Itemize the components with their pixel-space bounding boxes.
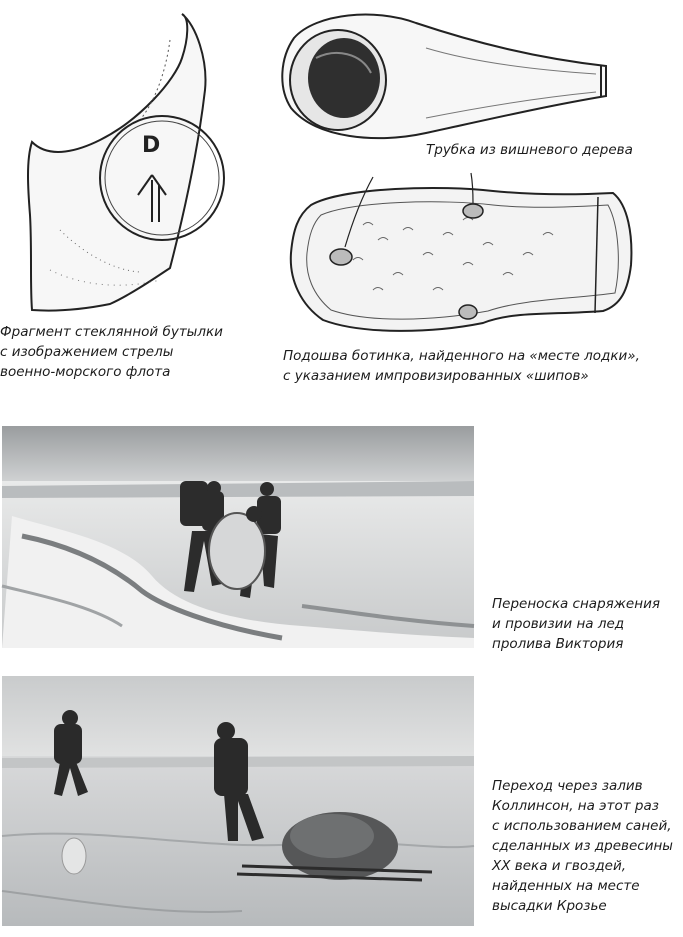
caption-pipe-line: Трубка из вишневого дерева <box>426 142 633 158</box>
caption-photo1-line-2: и провизии на лед <box>492 616 625 632</box>
hobnail-1 <box>330 249 352 265</box>
boot-sole-drawing <box>283 165 643 340</box>
hobnail-2 <box>463 204 483 218</box>
photo-collinson-inlet <box>2 676 474 926</box>
caption-photo2-line-4: сделанных из древесины <box>492 838 673 854</box>
pipe-drawing <box>276 8 614 148</box>
caption-photo2-line-3: с использованием саней, <box>492 818 672 834</box>
photo-victoria-strait <box>2 426 474 648</box>
caption-bottle-line-3: военно-морского флота <box>0 364 171 380</box>
caption-photo2-line-2: Коллинсон, на этот раз <box>492 798 659 814</box>
bottle-fragment-drawing <box>20 10 220 315</box>
caption-photo1 <box>492 594 660 654</box>
caption-photo2-line-1: Переход через залив <box>492 778 643 794</box>
caption-bottle <box>0 322 223 382</box>
caption-photo1-line-1: Переноска снаряжения <box>492 596 660 612</box>
caption-photo2-line-6: найденных на месте <box>492 878 640 894</box>
caption-bottle-line-2: с изображением стрелы <box>0 344 174 360</box>
caption-bottle-line-1: Фрагмент стеклянной бутылки <box>0 324 223 340</box>
caption-sole-line-2: с указанием импровизированных «шипов» <box>283 368 589 384</box>
caption-sole <box>283 346 640 386</box>
caption-sole-line-1: Подошва ботинка, найденного на «месте лодки», <box>283 348 640 364</box>
caption-photo2 <box>492 776 673 916</box>
caption-pipe <box>426 140 633 160</box>
caption-photo1-line-3: пролива Виктория <box>492 636 624 652</box>
hobnail-3 <box>459 305 477 319</box>
bottle-mark-letter: D <box>142 133 161 158</box>
caption-photo2-line-5: XX века и гвоздей, <box>492 858 627 874</box>
caption-photo2-line-7: высадки Крозье <box>492 898 607 914</box>
